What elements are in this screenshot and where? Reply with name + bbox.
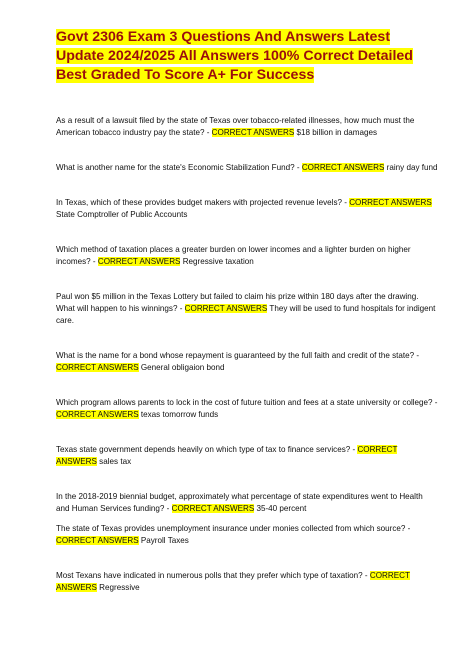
answer-text: State Comptroller of Public Accounts [56,210,188,219]
answer-label: CORRECT ANSWERS [349,198,432,207]
qa-item-5 [56,291,438,327]
qa-item-7 [56,397,438,421]
qa-item-6 [56,350,438,374]
answer-text: Regressive taxation [180,257,254,266]
qa-item-9 [56,491,438,515]
answer-label: CORRECT ANSWERS [56,571,410,592]
answer-text: sales tax [96,457,132,466]
qa-item-3 [56,197,438,221]
answer-text: texas tomorrow funds [138,410,219,419]
answer-text: They will be used to fund hospitals for indigent care. [56,304,436,325]
answer-text: General obligaion bond [138,363,225,372]
answer-text: $18 billion in damages [294,128,378,137]
question-text: The state of Texas provides unemployment insurance under monies collected from which source? - [56,524,411,533]
answer-label: CORRECT ANSWERS [301,163,385,172]
title-highlight: Govt 2306 Exam 3 Questions And Answers Latest Update 2024/2025 All Answers 100% Correct Detailed Best Graded To Score A+ For Success [56,29,413,83]
answer-text: 35-40 percent [254,504,307,513]
question-text: What is the name for a bond whose repayment is guaranteed by the full faith and credit of the state? - [56,351,420,360]
document-title [56,28,438,85]
answer-label: CORRECT ANSWERS [56,536,139,545]
qa-item-10 [56,523,438,547]
qa-item-11 [56,570,438,594]
question-text: Texas state government depends heavily on which type of tax to finance services? - [56,445,358,454]
question-text: In Texas, which of these provides budget makers with projected revenue levels? - [56,198,350,207]
question-text: In the 2018-2019 biennial budget, approximately what percentage of state expenditures went to Health and Human Services funding? - [56,492,423,513]
qa-item-4 [56,244,438,268]
question-text: Which method of taxation places a greater burden on lower incomes and a lighter burden on higher incomes? - [56,245,411,266]
question-text: Paul won $5 million in the Texas Lottery but failed to claim his prize within 180 days after the drawing. What will happen to his winnings? - [56,292,419,313]
qa-item-1 [56,115,438,139]
question-text: Which program allows parents to lock in the cost of future tuition and fees at a state university or college? - [56,398,438,407]
question-text: As a result of a lawsuit filed by the state of Texas over tobacco-related illnesses, how much must the American tobacco industry pay the state? - [56,116,415,137]
answer-label: CORRECT ANSWERS [211,128,295,137]
qa-item-8 [56,444,438,468]
answer-text: Regressive [96,583,140,592]
question-text: Most Texans have indicated in numerous polls that they prefer which type of taxation? - [56,571,370,580]
answer-text: Payroll Taxes [138,536,189,545]
answer-text: rainy day fund [384,163,438,172]
answer-label: CORRECT ANSWERS [56,363,139,372]
answer-label: CORRECT ANSWERS [97,257,181,266]
answer-label: CORRECT ANSWERS [56,410,139,419]
answer-label: CORRECT ANSWERS [56,445,398,466]
answer-label: CORRECT ANSWERS [171,504,255,513]
answer-label: CORRECT ANSWERS [184,304,268,313]
qa-item-2 [56,162,438,174]
question-text: What is another name for the state's Economic Stabilization Fund? - [56,163,302,172]
